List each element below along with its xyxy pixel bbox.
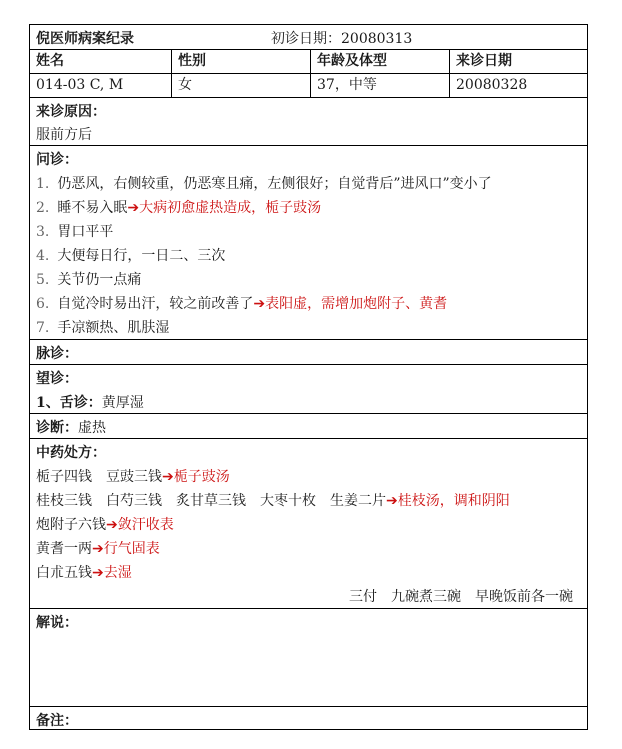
prescription-line: 桂枝三钱 白芍三钱 炙甘草三钱 大枣十枚 生姜二片➔桂枝汤，调和阴阳 [36,493,510,509]
arrow-icon: ➔ [386,493,398,509]
reason-section [30,98,587,146]
info-header-row [30,50,587,74]
first-visit-date: 20080313 [341,31,413,47]
tongue-text: 黄厚湿 [101,395,144,411]
case-record-table [29,24,588,730]
tongue-label: 1、舌诊： [36,395,102,411]
inquiry-section [30,146,587,340]
col-name-header: 姓名 [30,50,172,73]
info-value-row [30,74,587,98]
patient-id: 014-03 C, M [30,74,172,97]
patient-age-build: 37，中等 [311,74,450,97]
prescription-section [30,439,587,609]
inquiry-item: 1. 仍恶风，右侧较重，仍恶寒且痛，左侧很好；自觉背后”进风口”变小了 [36,176,492,192]
prescription-line: 炮附子六钱➔敛汗收表 [36,517,174,533]
col-age-header: 年龄及体型 [311,50,450,73]
arrow-icon: ➔ [92,565,104,581]
prescription-line: 黄耆一两➔行气固表 [36,541,160,557]
first-visit [271,28,412,48]
col-gender-header: 性别 [172,50,311,73]
inquiry-item: 4. 大便每日行，一日二、三次 [36,248,226,264]
patient-gender: 女 [172,74,311,97]
inquiry-item: 7. 手凉额热、肌肤湿 [36,320,170,336]
diagnosis-section [30,414,587,439]
diagnosis [36,417,106,437]
record-title: 倪医师病案纪录 [36,31,134,47]
prescription-label: 中药处方： [36,445,106,461]
inquiry-item: 5. 关节仍一点痛 [36,272,142,288]
dosage-instructions: 三付 九碗煮三碗 早晚饭前各一碗 [349,589,573,605]
col-visit-date-header: 来诊日期 [456,53,512,69]
visit-date: 20080328 [456,77,528,93]
reason-label: 来诊原因： [36,104,106,120]
pulse-label: 脉诊： [36,346,78,362]
explanation-section [30,609,587,707]
arrow-icon: ➔ [162,469,174,485]
inquiry-item: 2. 睡不易入眠➔大病初愈虚热造成，栀子豉汤 [36,200,322,216]
observation-label: 望诊： [36,371,78,387]
diagnosis-text: 虚热 [78,420,106,436]
reason-text: 服前方后 [36,127,92,143]
diagnosis-label: 诊断： [36,420,78,436]
prescription-line: 栀子四钱 豆豉三钱➔栀子豉汤 [36,469,230,485]
arrow-icon: ➔ [253,296,266,312]
title-row [30,25,587,50]
pulse-section [30,340,587,365]
remarks-label: 备注： [36,713,78,729]
observation-section [30,365,587,414]
inquiry-label: 问诊： [36,152,78,168]
inquiry-item: 6. 自觉冷时易出汗，较之前改善了➔表阳虚，需增加炮附子、黄耆 [36,296,448,312]
arrow-icon: ➔ [92,541,104,557]
prescription-line: 白朮五钱➔去湿 [36,565,132,581]
arrow-icon: ➔ [106,517,118,533]
arrow-icon: ➔ [127,200,140,216]
first-visit-label: 初诊日期： [271,31,341,47]
tongue-diagnosis [36,392,144,412]
inquiry-item: 3. 胃口平平 [36,224,114,240]
remarks-section [30,707,587,729]
explanation-label: 解说： [36,615,78,631]
